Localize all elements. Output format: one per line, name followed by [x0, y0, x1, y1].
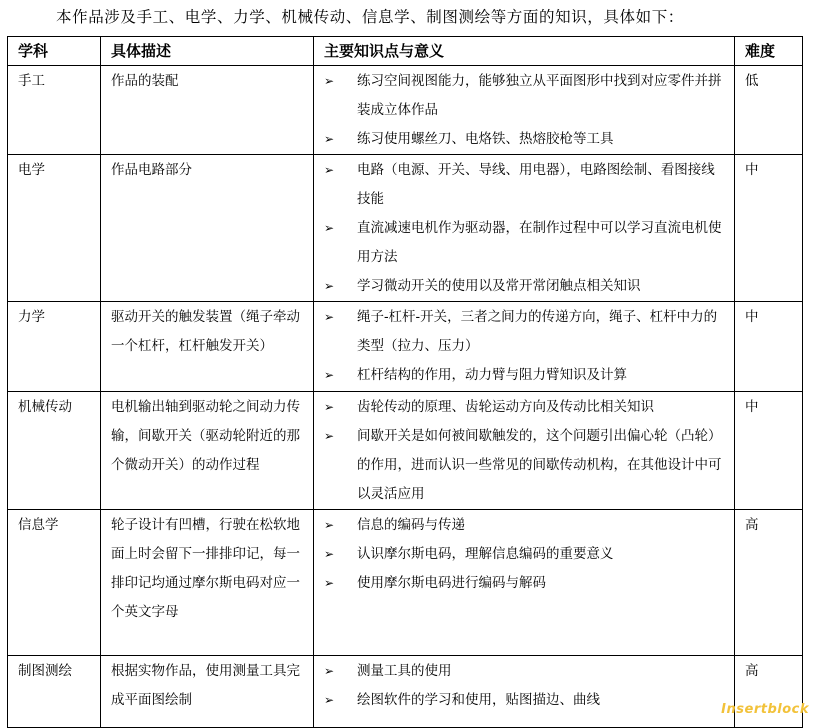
arrow-bullet-icon: ➢	[324, 163, 335, 177]
arrow-bullet-icon: ➢	[324, 221, 335, 235]
cell-difficulty: 低	[735, 66, 803, 155]
cell-points	[314, 302, 735, 392]
cell-subject: 信息学	[8, 510, 101, 656]
arrow-bullet-icon: ➢	[324, 279, 335, 293]
table-row	[8, 656, 803, 728]
cell-subject: 制图测绘	[8, 656, 101, 728]
list-item: ➢ 学习微动开关的使用以及常开常闭触点相关知识	[314, 272, 734, 301]
list-item: ➢ 杠杆结构的作用，动力臂与阻力臂知识及计算	[314, 361, 734, 390]
cell-difficulty: 中	[735, 155, 803, 302]
cell-description: 根据实物作品，使用测量工具完成平面图绘制	[101, 656, 314, 728]
list-item: ➢ 电路（电源、开关、导线、用电器），电路图绘制、看图接线技能	[314, 156, 734, 214]
header-points: 主要知识点与意义	[314, 37, 735, 66]
cell-points	[314, 66, 735, 155]
table-row	[8, 510, 803, 656]
cell-subject: 力学	[8, 302, 101, 392]
table-row	[8, 155, 803, 302]
cell-points	[314, 392, 735, 510]
knowledge-table	[7, 36, 803, 728]
list-item: ➢ 绳子-杠杆-开关，三者之间力的传递方向，绳子、杠杆中力的类型（拉力、压力）	[314, 303, 734, 361]
cell-subject: 机械传动	[8, 392, 101, 510]
list-item: ➢ 直流减速电机作为驱动器，在制作过程中可以学习直流电机使用方法	[314, 214, 734, 272]
arrow-bullet-icon: ➢	[324, 429, 335, 443]
cell-difficulty: 高	[735, 656, 803, 728]
table-header-row	[8, 37, 803, 66]
arrow-bullet-icon: ➢	[324, 368, 335, 382]
arrow-bullet-icon: ➢	[324, 74, 335, 88]
cell-difficulty: 中	[735, 392, 803, 510]
cell-subject: 电学	[8, 155, 101, 302]
intro-paragraph: 本作品涉及手工、电学、力学、机械传动、信息学、制图测绘等方面的知识，具体如下：	[56, 8, 684, 26]
cell-description: 作品的装配	[101, 66, 314, 155]
cell-subject: 手工	[8, 66, 101, 155]
arrow-bullet-icon: ➢	[324, 518, 335, 532]
cell-difficulty: 中	[735, 302, 803, 392]
list-item: ➢ 信息的编码与传递	[314, 511, 734, 540]
cell-points	[314, 510, 735, 656]
list-item: ➢ 齿轮传动的原理、齿轮运动方向及传动比相关知识	[314, 393, 734, 422]
arrow-bullet-icon: ➢	[324, 547, 335, 561]
cell-description: 作品电路部分	[101, 155, 314, 302]
table-row	[8, 66, 803, 155]
arrow-bullet-icon: ➢	[324, 310, 335, 324]
list-item: ➢ 练习空间视图能力，能够独立从平面图形中找到对应零件并拼装成立体作品	[314, 67, 734, 125]
list-item: ➢ 练习使用螺丝刀、电烙铁、热熔胶枪等工具	[314, 125, 734, 154]
cell-difficulty: 高	[735, 510, 803, 656]
list-item: ➢ 测量工具的使用	[314, 657, 734, 686]
cell-description: 驱动开关的触发装置（绳子牵动一个杠杆，杠杆触发开关）	[101, 302, 314, 392]
list-item: ➢ 绘图软件的学习和使用，贴图描边、曲线	[314, 686, 734, 715]
arrow-bullet-icon: ➢	[324, 693, 335, 707]
table-row	[8, 302, 803, 392]
arrow-bullet-icon: ➢	[324, 664, 335, 678]
list-item: ➢ 间歇开关是如何被间歇触发的，这个问题引出偏心轮（凸轮）的作用，进而认识一些常见的间歇传动机构，在其他设计中可以灵活应用	[314, 422, 734, 509]
arrow-bullet-icon: ➢	[324, 132, 335, 146]
cell-points	[314, 155, 735, 302]
header-subject: 学科	[8, 37, 101, 66]
header-difficulty: 难度	[735, 37, 803, 66]
arrow-bullet-icon: ➢	[324, 576, 335, 590]
list-item: ➢ 认识摩尔斯电码，理解信息编码的重要意义	[314, 540, 734, 569]
cell-description: 电机输出轴到驱动轮之间动力传输，间歇开关（驱动轮附近的那个微动开关）的动作过程	[101, 392, 314, 510]
watermark-logo: Insertblock	[721, 702, 809, 717]
cell-points	[314, 656, 735, 728]
cell-description: 轮子设计有凹槽，行驶在松软地面上时会留下一排排印记，每一排印记均通过摩尔斯电码对应一个英文字母	[101, 510, 314, 656]
table-row	[8, 392, 803, 510]
arrow-bullet-icon: ➢	[324, 400, 335, 414]
header-description: 具体描述	[101, 37, 314, 66]
list-item: ➢ 使用摩尔斯电码进行编码与解码	[314, 569, 734, 598]
